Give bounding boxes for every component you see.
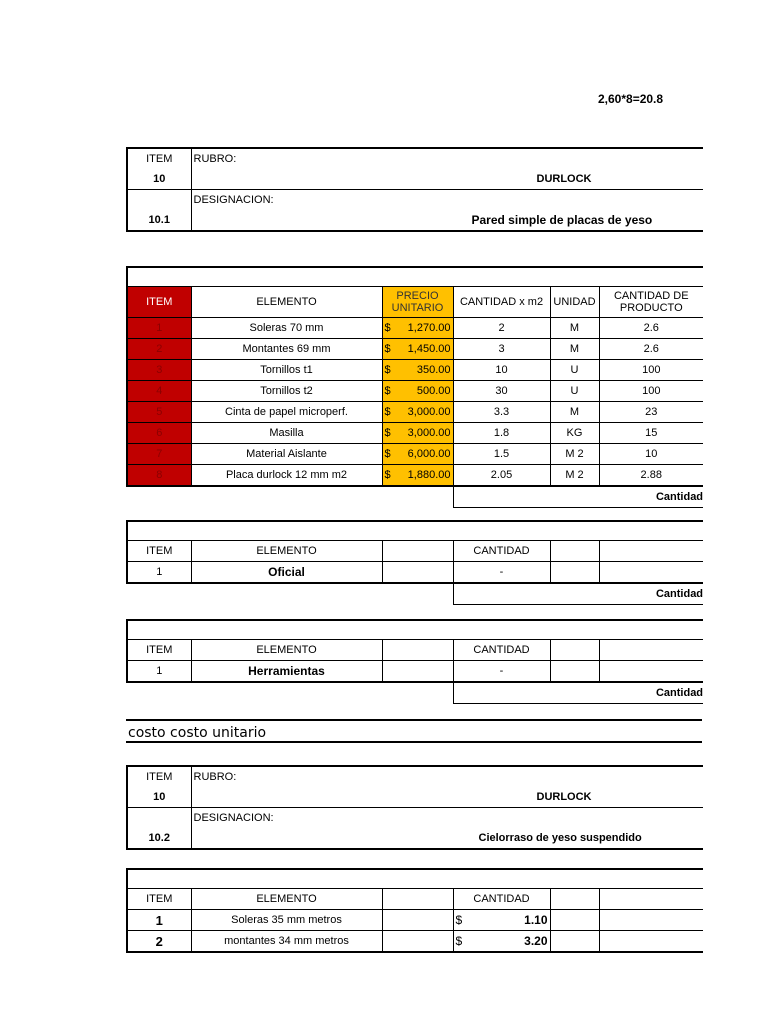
cantidad-value: 1.10 bbox=[524, 913, 548, 927]
material2-elemento: montantes 34 mm metros bbox=[191, 931, 382, 953]
material-unidad: M bbox=[550, 339, 599, 360]
material-unidad: M bbox=[550, 402, 599, 423]
material-producto: 10 bbox=[599, 444, 703, 465]
material-precio bbox=[382, 423, 453, 444]
rubro-label-2: RUBRO: bbox=[191, 766, 703, 787]
material-precio bbox=[382, 318, 453, 339]
material-item: 5 bbox=[127, 402, 191, 423]
material-precio bbox=[382, 444, 453, 465]
material-cantidad: 1.5 bbox=[453, 444, 550, 465]
material-elemento: Cinta de papel microperf. bbox=[191, 402, 382, 423]
item-number-2: 10 bbox=[127, 787, 191, 808]
labor-col-cantidad: CANTIDAD bbox=[453, 541, 550, 562]
material-producto: 2.6 bbox=[599, 318, 703, 339]
precio-value: 500.00 bbox=[416, 385, 451, 397]
material-row bbox=[127, 318, 703, 339]
material-item: 7 bbox=[127, 444, 191, 465]
materials-subtotal-label: Cantidad bbox=[453, 486, 703, 508]
material-cantidad: 2 bbox=[453, 318, 550, 339]
cantidad-value: 3.20 bbox=[524, 934, 548, 948]
precio-value: 1,880.00 bbox=[407, 469, 451, 481]
col-cantidad: CANTIDAD x m2 bbox=[453, 287, 550, 318]
tools-col-cantidad: CANTIDAD bbox=[453, 640, 550, 661]
precio-value: 1,450.00 bbox=[407, 343, 451, 355]
sub-item-number: 10.1 bbox=[127, 210, 191, 231]
labor-col-elemento: ELEMENTO bbox=[191, 541, 382, 562]
precio-value: 1,270.00 bbox=[407, 322, 451, 334]
materials-table bbox=[126, 266, 703, 508]
material-producto: 100 bbox=[599, 381, 703, 402]
materials-table-2 bbox=[126, 868, 703, 953]
material-row bbox=[127, 381, 703, 402]
material-elemento: Montantes 69 mm bbox=[191, 339, 382, 360]
tools-row-elemento: Herramientas bbox=[191, 661, 382, 683]
material-unidad: M 2 bbox=[550, 465, 599, 487]
material-item: 4 bbox=[127, 381, 191, 402]
designacion-value-2: Cielorraso de yeso suspendido bbox=[478, 832, 642, 844]
material-elemento: Tornillos t2 bbox=[191, 381, 382, 402]
material-precio bbox=[382, 360, 453, 381]
material-unidad: U bbox=[550, 381, 599, 402]
tools-col-elemento: ELEMENTO bbox=[191, 640, 382, 661]
currency-symbol: $ bbox=[455, 934, 463, 948]
col-producto: CANTIDAD DE PRODUCTO bbox=[599, 287, 703, 318]
mat2-col-elemento: ELEMENTO bbox=[191, 889, 382, 910]
rubro-label: RUBRO: bbox=[191, 148, 703, 169]
currency-symbol: $ bbox=[384, 448, 391, 460]
material-row bbox=[127, 339, 703, 360]
material-unidad: M bbox=[550, 318, 599, 339]
currency-symbol: $ bbox=[384, 427, 391, 439]
col-precio: PRECIO UNITARIO bbox=[382, 287, 453, 318]
tools-subtotal-label: Cantidad bbox=[453, 682, 703, 704]
material2-row bbox=[127, 910, 703, 931]
material-item: 8 bbox=[127, 465, 191, 487]
material-cantidad: 30 bbox=[453, 381, 550, 402]
tools-table bbox=[126, 619, 703, 704]
labor-col-item: ITEM bbox=[127, 541, 191, 562]
designacion-value: Pared simple de placas de yeso bbox=[471, 213, 653, 227]
material-cantidad: 1.8 bbox=[453, 423, 550, 444]
item-label-2: ITEM bbox=[127, 766, 191, 787]
mat2-col-item: ITEM bbox=[127, 889, 191, 910]
material2-row bbox=[127, 931, 703, 953]
material-cantidad: 2.05 bbox=[453, 465, 550, 487]
cost-title: costo costo unitario bbox=[126, 719, 702, 743]
precio-value: 3,000.00 bbox=[407, 406, 451, 418]
currency-symbol: $ bbox=[384, 322, 391, 334]
sub-item-number-2: 10.2 bbox=[127, 828, 191, 849]
material-unidad: U bbox=[550, 360, 599, 381]
precio-value: 350.00 bbox=[416, 364, 451, 376]
material-cantidad: 3 bbox=[453, 339, 550, 360]
material-unidad: M 2 bbox=[550, 444, 599, 465]
formula-note: 2,60*8=20.8 bbox=[598, 92, 664, 106]
material-producto: 23 bbox=[599, 402, 703, 423]
header-block-2 bbox=[126, 765, 703, 850]
labor-row-elemento: Oficial bbox=[191, 562, 382, 584]
material2-item: 2 bbox=[127, 931, 191, 953]
material-row bbox=[127, 402, 703, 423]
material2-elemento: Soleras 35 mm metros bbox=[191, 910, 382, 931]
rubro-value-2: DURLOCK bbox=[536, 791, 592, 803]
designacion-label: DESIGNACION: bbox=[193, 194, 274, 206]
col-elemento: ELEMENTO bbox=[191, 287, 382, 318]
labor-row-item: 1 bbox=[127, 562, 191, 584]
material-item: 1 bbox=[127, 318, 191, 339]
precio-value: 6,000.00 bbox=[407, 448, 451, 460]
material-precio bbox=[382, 402, 453, 423]
tools-row-item: 1 bbox=[127, 661, 191, 683]
currency-symbol: $ bbox=[384, 469, 391, 481]
material-item: 3 bbox=[127, 360, 191, 381]
currency-symbol: $ bbox=[384, 385, 391, 397]
material2-cantidad bbox=[453, 910, 550, 931]
material2-item: 1 bbox=[127, 910, 191, 931]
material-item: 2 bbox=[127, 339, 191, 360]
material-elemento: Tornillos t1 bbox=[191, 360, 382, 381]
item-label: ITEM bbox=[127, 148, 191, 169]
material-precio bbox=[382, 465, 453, 487]
material-producto: 100 bbox=[599, 360, 703, 381]
material-row bbox=[127, 465, 703, 487]
tools-col-item: ITEM bbox=[127, 640, 191, 661]
labor-row-cantidad: - bbox=[453, 562, 550, 584]
currency-symbol: $ bbox=[384, 343, 391, 355]
mat2-col-cantidad: CANTIDAD bbox=[453, 889, 550, 910]
designacion-label-2: DESIGNACION: bbox=[193, 812, 274, 824]
item-number: 10 bbox=[127, 169, 191, 190]
material-row bbox=[127, 423, 703, 444]
material2-cantidad bbox=[453, 931, 550, 953]
labor-subtotal-label: Cantidad bbox=[453, 583, 703, 605]
material-cantidad: 10 bbox=[453, 360, 550, 381]
material-producto: 2.88 bbox=[599, 465, 703, 487]
material-item: 6 bbox=[127, 423, 191, 444]
material-producto: 2.6 bbox=[599, 339, 703, 360]
currency-symbol: $ bbox=[384, 406, 391, 418]
col-item: ITEM bbox=[127, 287, 191, 318]
material-row bbox=[127, 444, 703, 465]
rubro-value: DURLOCK bbox=[536, 173, 592, 185]
currency-symbol: $ bbox=[455, 913, 463, 927]
material-row bbox=[127, 360, 703, 381]
material-unidad: KG bbox=[550, 423, 599, 444]
col-unidad: UNIDAD bbox=[550, 287, 599, 318]
labor-table bbox=[126, 520, 703, 605]
material-precio bbox=[382, 339, 453, 360]
material-precio bbox=[382, 381, 453, 402]
precio-value: 3,000.00 bbox=[407, 427, 451, 439]
material-elemento: Masilla bbox=[191, 423, 382, 444]
tools-row-cantidad: - bbox=[453, 661, 550, 683]
material-elemento: Material Aislante bbox=[191, 444, 382, 465]
currency-symbol: $ bbox=[384, 364, 391, 376]
material-producto: 15 bbox=[599, 423, 703, 444]
material-cantidad: 3.3 bbox=[453, 402, 550, 423]
header-block-1 bbox=[126, 147, 703, 232]
material-elemento: Soleras 70 mm bbox=[191, 318, 382, 339]
material-elemento: Placa durlock 12 mm m2 bbox=[191, 465, 382, 487]
